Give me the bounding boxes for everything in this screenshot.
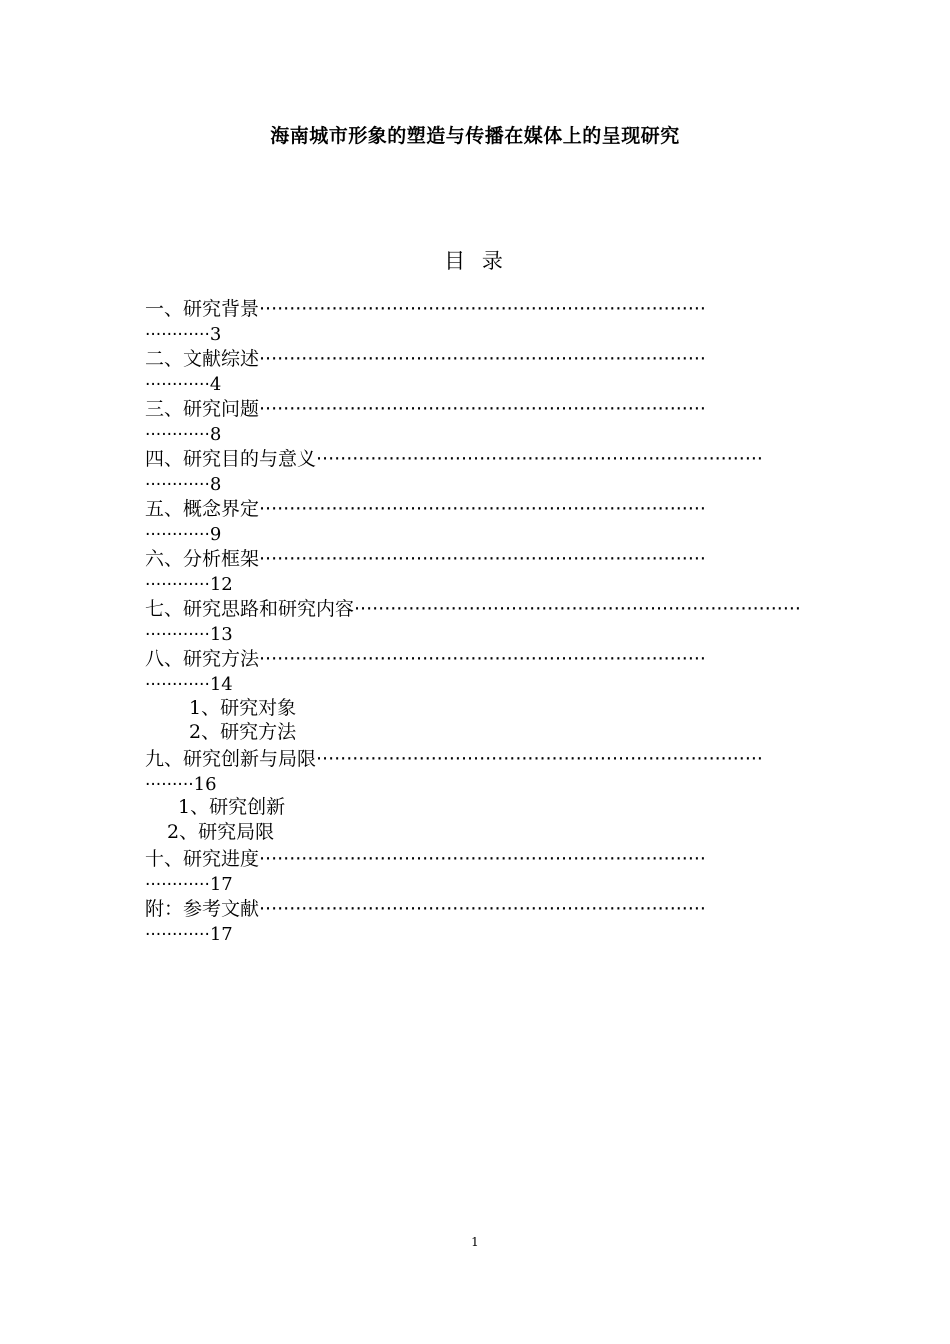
toc-entry-research-schedule[interactable] xyxy=(145,846,805,896)
toc-page-number: 17 xyxy=(209,874,233,895)
toc-entry-label: 一、研究背景 xyxy=(145,298,260,320)
toc-leader-dots: ·········································································· xyxy=(259,648,706,670)
toc-leader-dots: ············ xyxy=(145,375,210,395)
toc-leader-dots: ·········································································· xyxy=(259,548,706,570)
toc-entry-label: 八、研究方法 xyxy=(145,648,260,670)
toc-entry-research-purpose[interactable] xyxy=(145,446,805,496)
toc-leader-dots: ············ xyxy=(145,325,210,345)
toc-entry-research-questions[interactable] xyxy=(145,396,805,446)
toc-entry-literature-review[interactable] xyxy=(145,346,805,396)
toc-page-number: 4 xyxy=(209,374,222,395)
toc-entry-label: 二、文献综述 xyxy=(145,348,260,370)
toc-page-number: 14 xyxy=(209,674,233,695)
toc-leader-dots: ············ xyxy=(145,425,210,445)
toc-heading: 目 录 xyxy=(444,249,508,273)
toc-page-number: 3 xyxy=(209,324,222,345)
toc-entry-label: 九、研究创新与局限 xyxy=(145,748,317,770)
toc-leader-dots: ·········································································· xyxy=(259,498,706,520)
toc-page-number: 8 xyxy=(209,424,222,445)
toc-leader-dots: ·········································································· xyxy=(259,898,706,920)
toc-entry-innovation-limitations[interactable] xyxy=(145,746,805,796)
toc-page-number: 8 xyxy=(209,474,222,495)
toc-subentry-research-object[interactable]: 1、研究对象 xyxy=(189,697,297,719)
toc-entry-label: 五、概念界定 xyxy=(145,498,260,520)
toc-leader-dots: ·········································································· xyxy=(259,348,706,370)
toc-entry-references[interactable] xyxy=(145,896,805,946)
toc-page-number: 9 xyxy=(209,524,222,545)
toc-leader-dots: ············ xyxy=(145,525,210,545)
toc-entry-research-methods[interactable] xyxy=(145,646,805,696)
toc-leader-dots: ············ xyxy=(145,925,210,945)
toc-leader-dots: ········· xyxy=(145,775,194,795)
toc-entry-label: 四、研究目的与意义 xyxy=(145,448,317,470)
toc-leader-dots: ·········································································· xyxy=(259,848,706,870)
toc-subentry-research-method[interactable]: 2、研究方法 xyxy=(189,721,297,743)
toc-entry-label: 十、研究进度 xyxy=(145,848,260,870)
toc-entry-research-background[interactable] xyxy=(145,296,805,346)
toc-leader-dots: ············ xyxy=(145,475,210,495)
toc-page-number: 17 xyxy=(209,924,233,945)
toc-leader-dots: ·········································································· xyxy=(316,448,763,470)
toc-entry-label: 六、分析框架 xyxy=(145,548,260,570)
toc-leader-dots: ·········································································· xyxy=(354,598,801,620)
toc-entry-label: 三、研究问题 xyxy=(145,398,260,420)
toc-subentry-limitations[interactable]: 2、研究局限 xyxy=(167,821,275,843)
toc-entry-label: 七、研究思路和研究内容 xyxy=(145,598,355,620)
toc-leader-dots: ············ xyxy=(145,675,210,695)
toc-leader-dots: ············ xyxy=(145,575,210,595)
toc-leader-dots: ·········································································· xyxy=(316,748,763,770)
toc-entry-label: 附：参考文献 xyxy=(145,898,260,920)
toc-subentry-innovation[interactable]: 1、研究创新 xyxy=(178,796,286,818)
toc-page-number: 12 xyxy=(209,574,233,595)
toc-page-number: 16 xyxy=(193,774,217,795)
toc-leader-dots: ············ xyxy=(145,625,210,645)
toc-entry-research-approach[interactable] xyxy=(145,596,805,646)
toc-entry-analysis-framework[interactable] xyxy=(145,546,805,596)
toc-page-number: 13 xyxy=(209,624,233,645)
toc-leader-dots: ·········································································· xyxy=(259,298,706,320)
toc-leader-dots: ·········································································· xyxy=(259,398,706,420)
document-title: 海南城市形象的塑造与传播在媒体上的呈现研究 xyxy=(270,125,680,147)
toc-entry-concept-definition[interactable] xyxy=(145,496,805,546)
page-number: 1 xyxy=(471,1235,479,1249)
toc-leader-dots: ············ xyxy=(145,875,210,895)
